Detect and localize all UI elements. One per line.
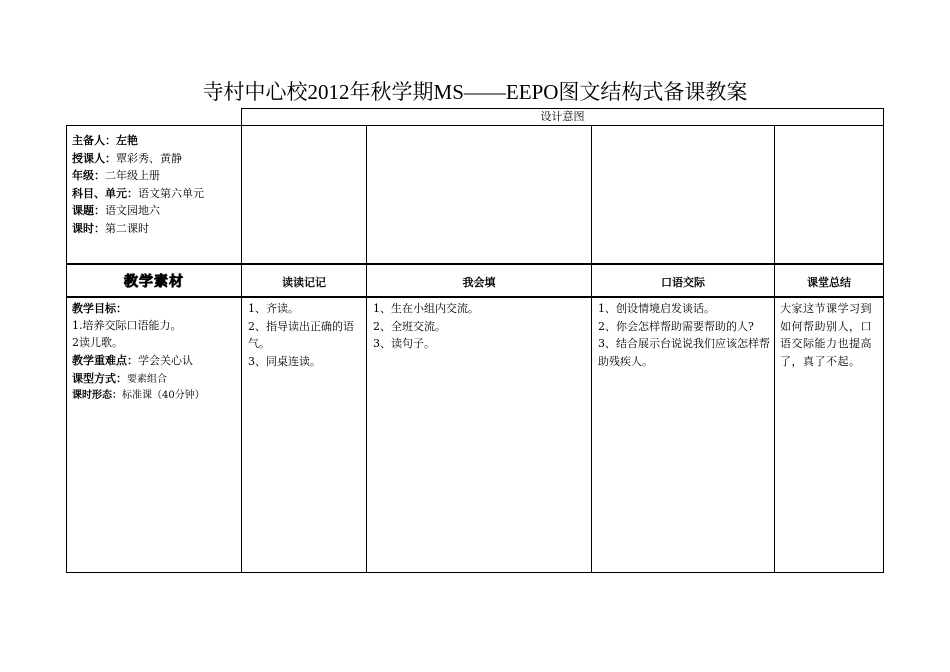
goal-1: 1.培养交际口语能力。: [72, 319, 182, 332]
read-remember-cell: [248, 300, 363, 370]
col-divider-2: [366, 125, 367, 573]
key-label: 教学重难点：: [72, 354, 138, 367]
preparer-row: [72, 132, 138, 150]
form-label: 课时形态：: [72, 390, 122, 401]
list-item: 3、同桌连读。: [248, 354, 321, 368]
goal-label: 教学目标：: [72, 302, 127, 315]
preparer-label: 主备人：: [72, 134, 116, 147]
goal-label-row: [72, 300, 127, 318]
table-border-right: [883, 108, 884, 573]
topic-label: 课题：: [72, 204, 105, 217]
material-banner: 教学素材: [124, 274, 184, 290]
table-border-bottom: [66, 572, 884, 573]
design-intent-header: 设计意图: [540, 110, 585, 123]
form-value: 标准课（40分钟）: [122, 390, 205, 401]
key-row: [72, 352, 193, 370]
header-row-bottom: [66, 296, 884, 298]
header-class-summary: 课堂总结: [807, 276, 851, 289]
teacher-row: [72, 150, 182, 168]
period-row: [72, 220, 149, 238]
subject-value: 语文第六单元: [138, 187, 204, 200]
subject-label: 科目、单元：: [72, 187, 138, 200]
list-item: 1、齐读。: [248, 302, 299, 315]
header-row-top: [66, 263, 884, 265]
list-item: 3、读句子。: [373, 337, 435, 350]
col-divider-1: [241, 108, 242, 573]
grade-label: 年级：: [72, 169, 105, 182]
class-summary-cell: 大家这节课学习到如何帮助别人，口语交际能力也提高了，真了不起。: [780, 302, 872, 368]
subject-row: [72, 185, 204, 203]
period-label: 课时：: [72, 222, 105, 235]
grade-row: [72, 167, 160, 185]
goal-2: 2读儿歌。: [72, 336, 123, 349]
key-value: 学会关心认: [138, 354, 193, 367]
list-item: 2、全班交流。: [373, 319, 446, 333]
list-item: 2、指导读出正确的语气。: [248, 319, 354, 350]
topic-value: 语文园地六: [105, 204, 160, 217]
table-border-left: [66, 125, 67, 573]
col-divider-4: [774, 125, 775, 573]
header-fill-in: 我会填: [462, 276, 496, 289]
col-divider-3: [591, 125, 592, 573]
design-header-divider: [241, 125, 884, 126]
topic-row: [72, 202, 160, 220]
list-item: 1、创设情境启发谈话。: [598, 302, 715, 315]
type-value: 要素组合: [127, 374, 167, 385]
type-label: 课型方式：: [72, 372, 127, 385]
page-title: 寺村中心校2012年秋学期MS——EEPO图文结构式备课教案: [202, 80, 748, 104]
oral-communication-cell: [598, 300, 772, 370]
table-border-top-left: [66, 125, 241, 126]
preparer-value: 左艳: [116, 134, 138, 147]
type-row: [72, 370, 167, 389]
list-item: 2、你会怎样帮助需要帮助的人?: [598, 319, 754, 333]
header-oral-communication: 口语交际: [661, 276, 705, 289]
header-read-remember: 读读记记: [282, 276, 326, 289]
list-item: 1、生在小组内交流。: [373, 302, 479, 315]
fill-in-cell: [373, 300, 588, 353]
teacher-value: 覃彩秀、黄静: [116, 152, 182, 165]
form-row: [72, 387, 205, 405]
grade-value: 二年级上册: [105, 169, 160, 182]
teacher-label: 授课人：: [72, 152, 116, 165]
list-item: 3、结合展示台说说我们应该怎样帮助残疾人。: [598, 337, 770, 368]
period-value: 第二课时: [105, 222, 149, 235]
